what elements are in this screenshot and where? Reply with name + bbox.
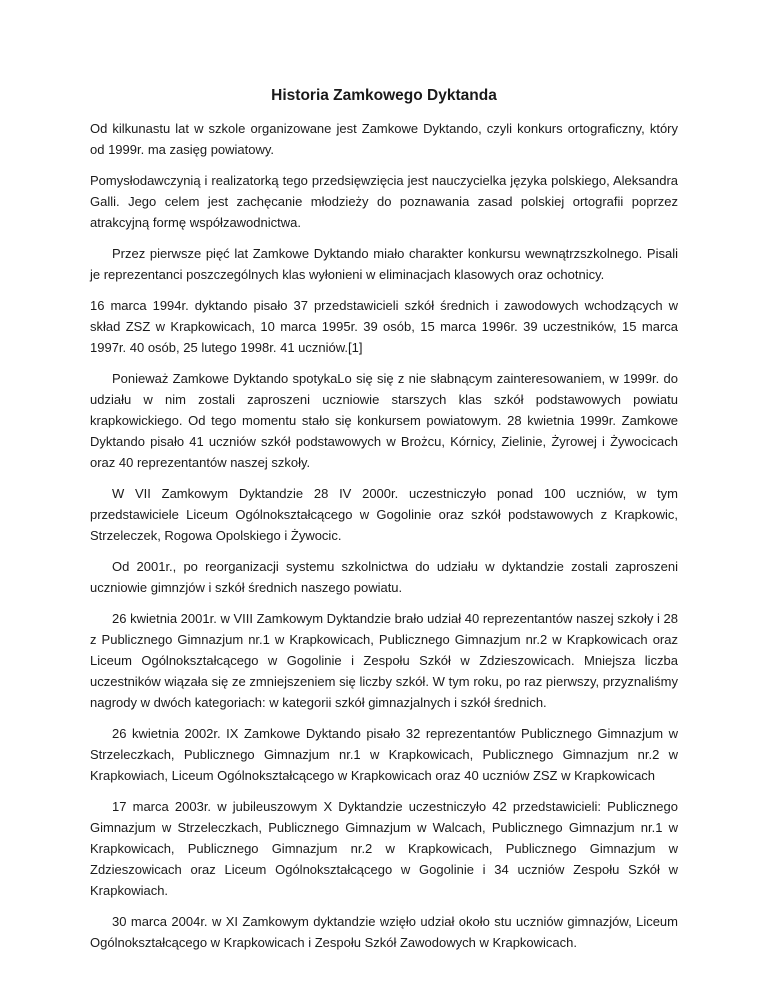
- paragraph-6: W VII Zamkowym Dyktandzie 28 IV 2000r. uczestniczyło ponad 100 uczniów, w tym przedstawiciele Liceum Ogólnokształcącego w Gogolinie oraz szkół podstawowych z Krapkowic, Strzeleczek, Rogowa Opolskiego i Żywocic.: [90, 486, 678, 543]
- paragraph-7: Od 2001r., po reorganizacji systemu szkolnictwa do udziału w dyktandzie zostali zaproszeni uczniowie gimnzjów i szkół średnich naszego powiatu.: [90, 559, 678, 595]
- paragraph-11: 30 marca 2004r. w XI Zamkowym dyktandzie wzięło udział około stu uczniów gimnazjów, Liceum Ogólnokształcącego w Krapkowicach i Zespołu Szkół Zawodowych w Krapkowicach.: [90, 914, 678, 950]
- paragraph-2: Pomysłodawczynią i realizatorką tego przedsięwzięcia jest nauczycielka języka polskiego, Aleksandra Galli. Jego celem jest zachęcanie młodzieży do poznawania zasad polskiej ortografii poprzez atrakcyjną formę współzawodnictwa.: [90, 173, 678, 230]
- paragraph-1: Od kilkunastu lat w szkole organizowane jest Zamkowe Dyktando, czyli konkurs ortograficzny, który od 1999r. ma zasięg powiatowy.: [90, 121, 678, 157]
- paragraph-3: Przez pierwsze pięć lat Zamkowe Dyktando miało charakter konkursu wewnątrzszkolnego. Pisali je reprezentanci poszczególnych klas wyłonieni w eliminacjach klasowych oraz ochotnicy.: [90, 246, 678, 282]
- paragraph-8: 26 kwietnia 2001r. w VIII Zamkowym Dyktandzie brało udział 40 reprezentantów naszej szkoły i 28 z Publicznego Gimnazjum nr.1 w Krapkowicach, Publicznego Gimnazjum nr.2 w Krapkowicach oraz Liceum Ogólnokształcącego w Gogolinie i Zespołu Szkół w Zdzieszowicach. Mniejsza liczba uczestników wiązała się ze zmniejszeniem się liczby szkół. W tym roku, po raz pierwszy, przyznaliśmy nagrody w dwóch kategoriach: w kategorii szkół gimnazjalnych i szkół średnich.: [90, 611, 678, 710]
- paragraph-5: Ponieważ Zamkowe Dyktando spotykaLo się się z nie słabnącym zainteresowaniem, w 1999r. do udziału w nim zostali zaproszeni uczniowie starszych klas szkół podstawowych powiatu krapkowickiego. Od tego momentu stało się konkursem powiatowym. 28 kwietnia 1999r. Zamkowe Dyktando pisało 41 uczniów szkół podstawowych w Brożcu, Kórnicy, Zielinie, Żyrowej i Żywocicach oraz 40 reprezentantów naszej szkoły.: [90, 371, 678, 470]
- document-title: Historia Zamkowego Dyktanda: [271, 87, 497, 104]
- paragraph-10: 17 marca 2003r. w jubileuszowym X Dyktandzie uczestniczyło 42 przedstawicieli: Publicznego Gimnazjum w Strzeleczkach, Publicznego Gimnazjum w Walcach, Publicznego Gimnazjum nr.1 w Krapkowicach, Publicznego Gimnazjum nr.2 w Krapkowicach, Publicznego Gimnazjum w Zdzieszowicach oraz Liceum Ogólnokształcącego w Gogolinie i 34 uczniów Zespołu Szkół w Krapkowiach.: [90, 799, 678, 898]
- paragraph-9: 26 kwietnia 2002r. IX Zamkowe Dyktando pisało 32 reprezentantów Publicznego Gimnazjum w Strzeleczkach, Publicznego Gimnazjum nr.1 w Krapkowicach, Publicznego Gimnazjum nr.2 w Krapkowiach, Liceum Ogólnokształcącego w Krapkowicach oraz 40 uczniów ZSZ w Krapkowicach: [90, 726, 678, 783]
- document-body: [90, 118, 678, 953]
- paragraph-4: 16 marca 1994r. dyktando pisało 37 przedstawicieli szkół średnich i zawodowych wchodzących w skład ZSZ w Krapkowicach, 10 marca 1995r. 39 osób, 15 marca 1996r. 39 uczestników, 15 marca 1997r. 40 osób, 25 lutego 1998r. 41 uczniów.[1]: [90, 298, 678, 355]
